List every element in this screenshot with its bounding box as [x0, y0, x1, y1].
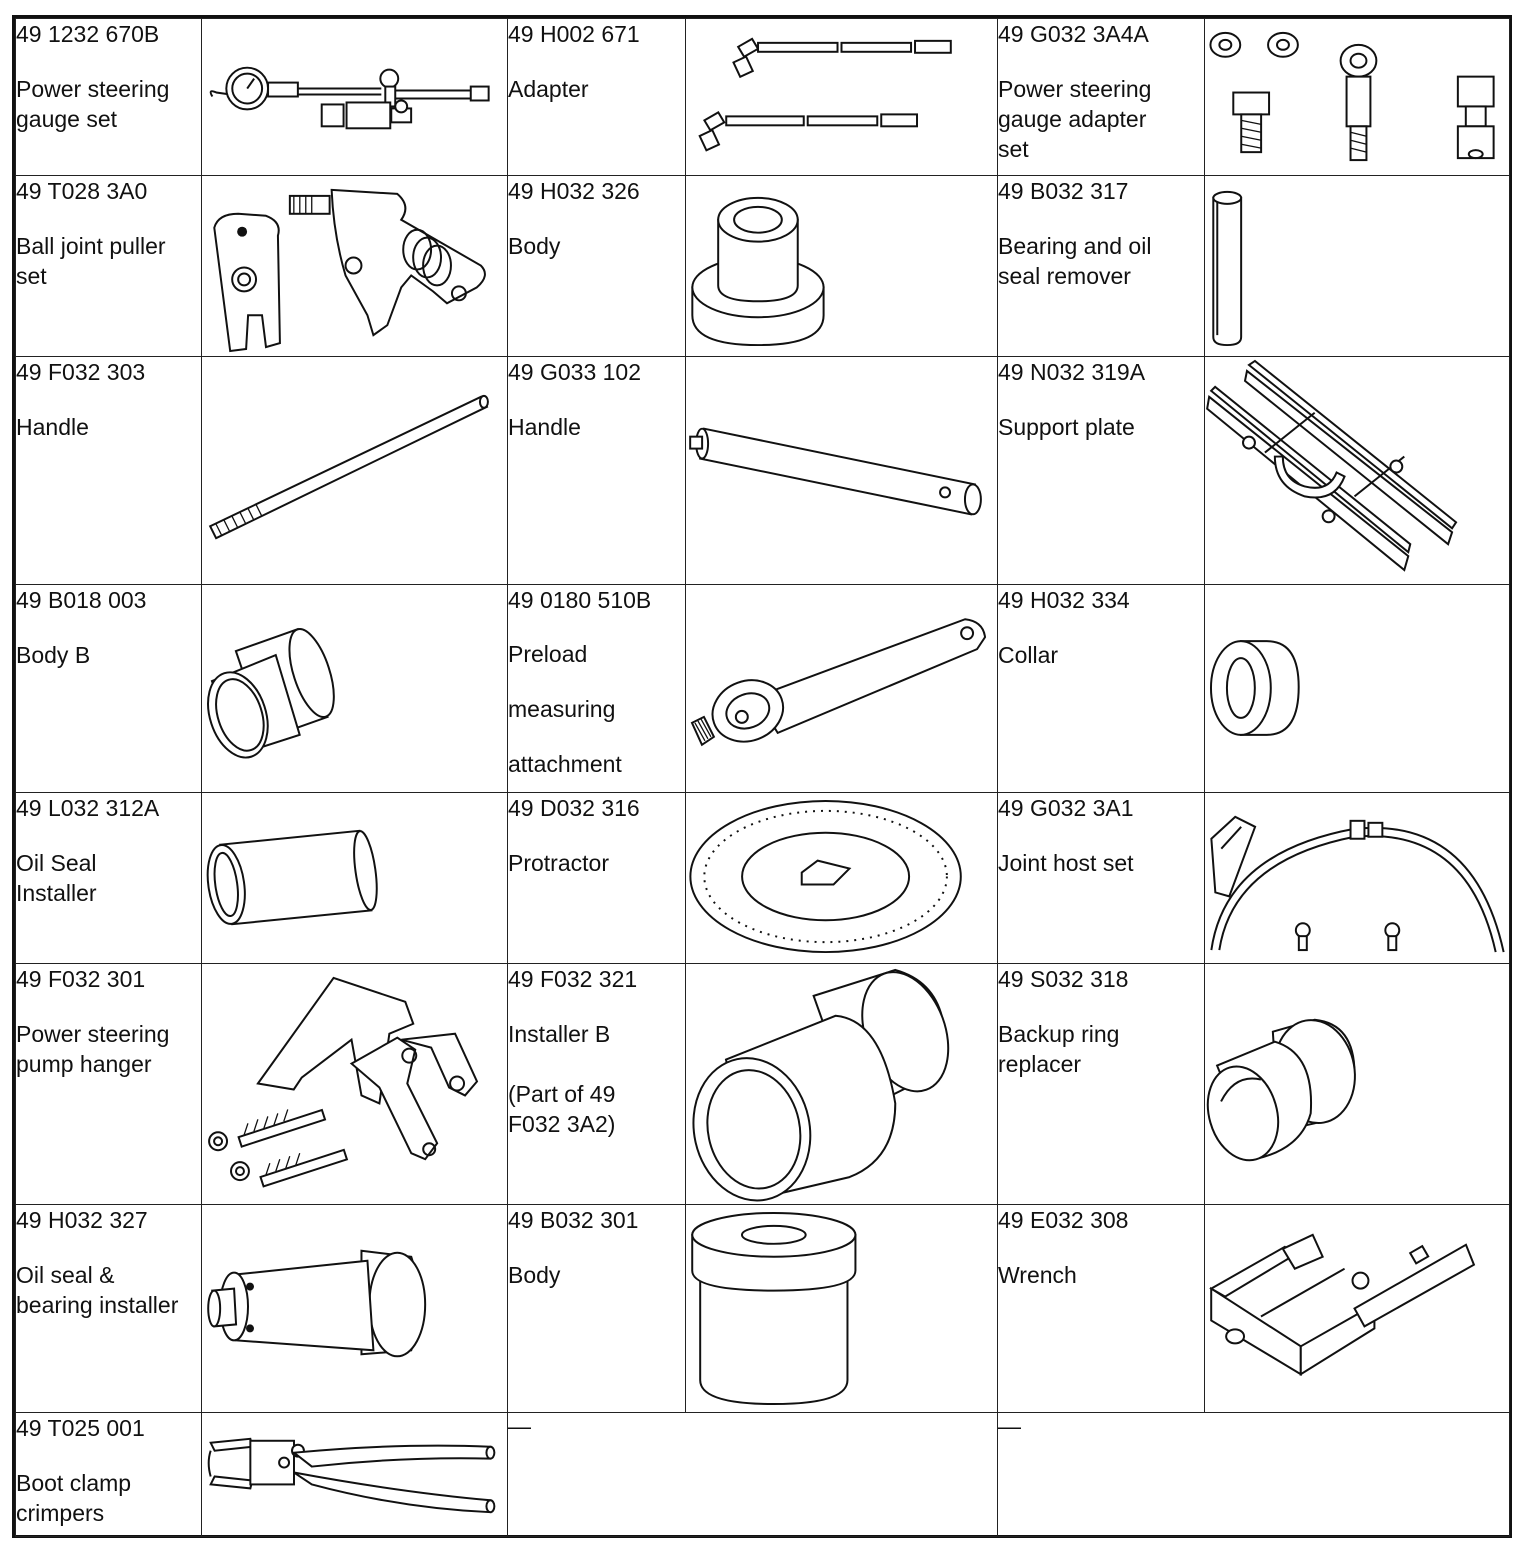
wrench-bracket-illustration: [1205, 1205, 1510, 1413]
tool-name: Collar: [998, 642, 1059, 668]
tool-cell: [508, 585, 686, 793]
tool-cell: [508, 964, 686, 1205]
power-steering-gauge-set-illustration: [202, 19, 508, 176]
tool-cell: [16, 357, 202, 585]
part-number: 49 T028 3A0: [16, 178, 148, 204]
tool-name: Body: [508, 1262, 561, 1288]
tool-name: Handle: [16, 414, 89, 440]
tool-cell: [16, 19, 202, 176]
tool-name: Installer B (Part of 49 F032 3A2): [508, 1021, 616, 1137]
gauge-adapter-fittings-illustration: [1205, 19, 1510, 176]
tool-name: Protractor: [508, 850, 609, 876]
part-number: 49 L032 312A: [16, 795, 160, 821]
part-number: 49 F032 301: [16, 966, 146, 992]
tool-cell: [16, 793, 202, 964]
tool-cell: [508, 19, 686, 176]
empty-cell: —: [998, 1413, 1510, 1537]
part-number: 49 G032 3A1: [998, 795, 1134, 821]
tool-cell: [16, 176, 202, 357]
part-number: 49 G032 3A4A: [998, 21, 1149, 47]
tool-name: Ball joint puller set: [16, 233, 166, 289]
tool-cell: [998, 585, 1205, 793]
tool-cell: [998, 176, 1205, 357]
preload-wrench-illustration: [686, 585, 998, 793]
special-tools-table: [15, 18, 1510, 1537]
part-number: 49 D032 316: [508, 795, 640, 821]
collar-ring-illustration: [1205, 585, 1510, 793]
part-number: 49 B032 301: [508, 1207, 639, 1233]
table-row: [16, 964, 1510, 1205]
tool-cell: [508, 793, 686, 964]
tool-name: Handle: [508, 414, 581, 440]
tool-name: Backup ring replacer: [998, 1021, 1120, 1077]
backup-ring-replacer-illustration: [1205, 964, 1510, 1205]
tool-name: Boot clamp crimpers: [16, 1470, 132, 1526]
tool-cell: [998, 1205, 1205, 1413]
part-number: 49 H032 327: [16, 1207, 148, 1233]
seal-bearing-installer-illustration: [202, 1205, 508, 1413]
tool-name: Preload measuring attachment: [508, 641, 622, 777]
tool-name: Power steering gauge set: [16, 76, 170, 132]
support-plate-frame-illustration: [1205, 357, 1510, 585]
part-number: 49 0180 510B: [508, 587, 652, 613]
table-row: [16, 176, 1510, 357]
part-number: 49 S032 318: [998, 966, 1129, 992]
special-tools-table-frame: [12, 15, 1512, 1538]
table-row: [16, 1205, 1510, 1413]
joint-hose-set-illustration: [1205, 793, 1510, 964]
part-number: 49 E032 308: [998, 1207, 1129, 1233]
tool-name: Joint host set: [998, 850, 1134, 876]
tool-name: Oil Seal Installer: [16, 850, 97, 906]
tool-cell: [16, 585, 202, 793]
installer-b-cylinder-illustration: [686, 964, 998, 1205]
table-row: [16, 357, 1510, 585]
tool-name: Support plate: [998, 414, 1135, 440]
threaded-handle-rod-illustration: [202, 357, 508, 585]
tool-name: Bearing and oil seal remover: [998, 233, 1152, 289]
tool-cell: [508, 357, 686, 585]
part-number: 49 B018 003: [16, 587, 147, 613]
stepped-body-illustration: [686, 176, 998, 357]
tool-cell: [998, 964, 1205, 1205]
adapter-hoses-illustration: [686, 19, 998, 176]
pump-hanger-bracket-illustration: [202, 964, 508, 1205]
tool-cell: [16, 964, 202, 1205]
tool-cell: [998, 19, 1205, 176]
part-number: 49 T025 001: [16, 1415, 145, 1441]
part-number: 49 H002 671: [508, 21, 640, 47]
part-number: 49 H032 326: [508, 178, 640, 204]
part-number: 49 F032 303: [16, 359, 146, 385]
tool-name: Body: [508, 233, 561, 259]
part-number: 49 G033 102: [508, 359, 642, 385]
tool-name: Adapter: [508, 76, 589, 102]
ball-joint-puller-illustration: [202, 176, 508, 357]
tool-cell: [16, 1205, 202, 1413]
tool-name: Oil seal & bearing installer: [16, 1262, 179, 1318]
table-row: [16, 585, 1510, 793]
part-number: 49 F032 321: [508, 966, 638, 992]
tool-cell: [16, 1413, 202, 1537]
handle-bar-illustration: [686, 357, 998, 585]
tool-name: Power steering pump hanger: [16, 1021, 170, 1077]
tool-cell: [508, 1205, 686, 1413]
table-row: [16, 1413, 1510, 1537]
part-number: 49 H032 334: [998, 587, 1130, 613]
cylinder-remover-illustration: [1205, 176, 1510, 357]
boot-clamp-crimpers-illustration: [202, 1413, 508, 1537]
tool-name: Power steering gauge adapter set: [998, 76, 1152, 162]
tool-cell: [998, 793, 1205, 964]
tube-installer-illustration: [202, 793, 508, 964]
table-row: [16, 793, 1510, 964]
part-number: 49 1232 670B: [16, 21, 160, 47]
tool-cell: [998, 357, 1205, 585]
tool-name: Body B: [16, 642, 91, 668]
tool-name: Wrench: [998, 1262, 1077, 1288]
table-row: [16, 19, 1510, 176]
part-number: 49 N032 319A: [998, 359, 1146, 385]
body-b-sleeve-illustration: [202, 585, 508, 793]
empty-cell: —: [508, 1413, 998, 1537]
part-number: 49 B032 317: [998, 178, 1129, 204]
protractor-disc-illustration: [686, 793, 998, 964]
tool-cell: [508, 176, 686, 357]
cup-body-illustration: [686, 1205, 998, 1413]
